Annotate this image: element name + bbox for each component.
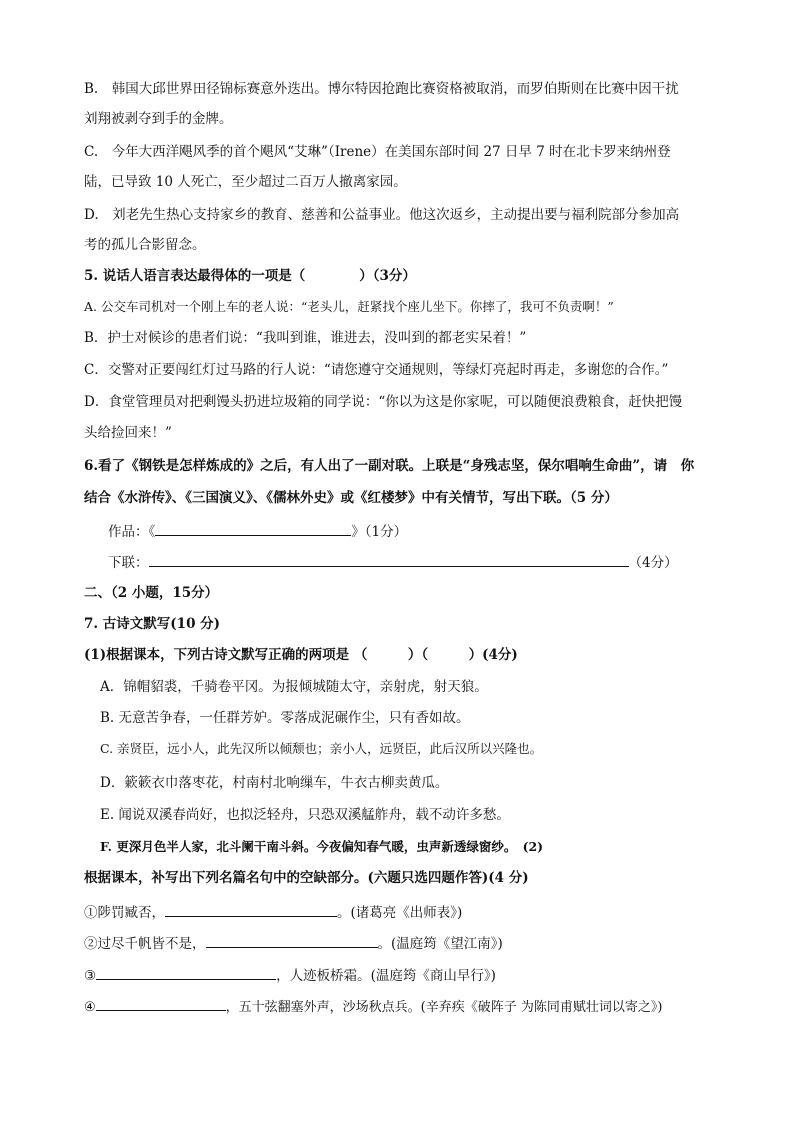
fill-item-3-prefix: ③ (84, 968, 97, 984)
q7-option-e: E. 闻说双溪春尚好，也拟泛轻舟，只恐双溪艋舴舟，载不动许多愁。 (100, 807, 510, 823)
q7-option-c: C. 亲贤臣，远小人，此先汉所以倾颓也；亲小人，远贤臣，此后汉所以兴隆也。 (100, 741, 543, 756)
fill-item-3 (84, 965, 496, 985)
q6-work-row (108, 521, 407, 541)
q6-lower-row (108, 552, 678, 572)
q6-lower-tail: （4分） (628, 555, 678, 571)
fill-item-2-prefix: ②过尽千帆皆不是， (84, 936, 206, 952)
fill-item-1 (84, 902, 462, 922)
q6-work-tail: 》（1分） (351, 524, 408, 540)
q4-option-d-line2: 考的孤儿合影留念。 (84, 237, 206, 253)
q6-work-label: 作品：《 (108, 524, 156, 540)
q7-option-d: D．簌簌衣巾落枣花，村南村北响缫车，牛衣古柳卖黄瓜。 (100, 775, 449, 791)
fill-item-4-suffix: ，五十弦翻塞外声，沙场秋点兵。(辛弃疾《破阵子 为陈同甫赋壮词以寄之》) (225, 1000, 663, 1015)
q7-option-a: A．锦帽貂裘，千骑卷平冈。为报倾城随太守，亲射虎，射天狼。 (100, 679, 488, 695)
q4-option-b-line1: B. 韩国大邱世界田径锦标赛意外迭出。博尔特因抢跑比赛资格被取消，而罗伯斯则在比赛中因干扰 (84, 81, 679, 97)
q5-option-a: A. 公交车司机对一个刚上车的老人说：“老头儿，赶紧找个座儿坐下。你摔了，我可不负责啊！” (84, 299, 614, 314)
fill-item-4 (84, 996, 662, 1017)
q4-option-c-line2: 陆，已导致 10 人死亡，至少超过二百万人撤离家园。 (84, 174, 407, 190)
fill-item-1-prefix: ①陟罚臧否， (84, 905, 165, 921)
fill-item-1-suffix: 。(诸葛亮《出师表》) (337, 905, 463, 921)
q6-work-answer-blank[interactable] (155, 521, 351, 536)
q7-title: 7. 古诗文默写(10 分) (84, 616, 221, 632)
q5-option-c: C．交警对正要闯红灯过马路的行人说：“请您遵守交通规则，等绿灯亮起时再走，多谢您的合作。” (84, 362, 669, 378)
section-2-heading: 二、（2 小题，15分） (84, 585, 219, 601)
fill-item-2 (84, 933, 503, 953)
q7-part2-stem: 根据课本，补写出下列名篇名句中的空缺部分。(六题只选四题作答)(4 分) (84, 870, 529, 886)
q7-option-b: B. 无意苦争春，一任群芳妒。零落成泥碾作尘，只有香如故。 (100, 710, 470, 726)
fill-item-1-blank[interactable] (165, 902, 337, 917)
fill-item-4-prefix: ④ (84, 1000, 96, 1015)
fill-item-3-blank[interactable] (96, 965, 276, 980)
q4-option-b-line2: 刘翔被剥夺到手的金牌。 (84, 111, 233, 127)
q5-option-b: B．护士对候诊的患者们说：“我叫到谁，谁进去，没叫到的都老实呆着！” (84, 330, 527, 346)
fill-item-2-blank[interactable] (206, 933, 378, 948)
q7-option-f: F. 更深月色半人家，北斗阑干南斗斜。今夜偏知春气暖，虫声新透绿窗纱。 (2) (100, 839, 544, 854)
q4-option-c-line1: C. 今年大西洋飓风季的首个飓风“艾琳”（Irene）在美国东部时间 27 日早 7 时在北卡罗来纳州登 (84, 144, 671, 160)
fill-item-3-suffix: ，人迹板桥霜。(温庭筠《商山早行》) (276, 968, 496, 984)
q6-lower-label: 下联： (108, 555, 149, 571)
q5-option-d-line2: 头给捡回来！” (84, 425, 172, 441)
q6-stem-line2: 结合《水浒传》、《三国演义》、《儒林外史》或《红楼梦》中有关情节，写出下联。（5 分） (84, 490, 618, 506)
q7-part1-stem: (1)根据课本，下列古诗文默写正确的两项是 （ ）（ ）(4分) (84, 647, 518, 663)
q4-option-d-line1: D. 刘老先生热心支持家乡的教育、慈善和公益事业。他这次返乡，主动提出要与福利院部分参加高 (84, 207, 680, 223)
q5-stem: 5. 说话人语言表达最得体的一项是（ ）（3分） (84, 268, 416, 284)
fill-item-4-blank[interactable] (96, 996, 226, 1011)
q5-option-d-line1: D．食堂管理员对把剩馒头扔进垃圾箱的同学说：“你以为这是你家呢，可以随便浪费粮食，赶快把馒 (84, 394, 683, 410)
q6-stem-line1: 6.看了《钢铁是怎样炼成的》之后，有人出了一副对联。上联是“身残志坚，保尔唱响生命曲”，请 你 (84, 458, 695, 474)
q6-lower-answer-blank[interactable] (149, 552, 629, 567)
fill-item-2-suffix: 。(温庭筠《望江南》) (377, 936, 503, 952)
